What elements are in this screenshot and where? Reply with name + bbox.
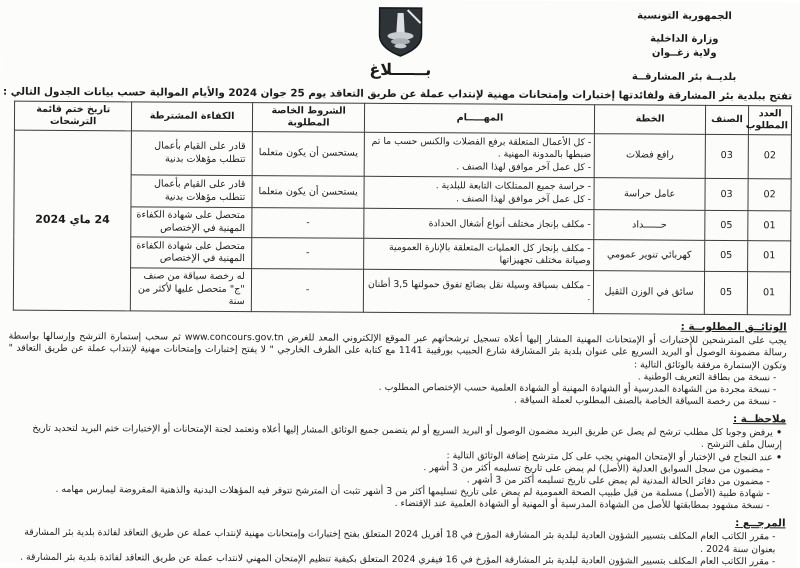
cell-grade: 03 xyxy=(706,179,750,211)
cell-position: سائق في الوزن الثقيل xyxy=(595,271,706,314)
announcement-title: بــــــلاغ xyxy=(370,59,433,80)
cell-competence: متحصل على شهادة الكفاءة المهنية في الإختصاص xyxy=(132,207,253,238)
note-bullet: • عند النجاح في الإختبار أو الإمتحان المهني يجب على كل مترشح إضافة الوثائق التالية : xyxy=(9,447,783,464)
cell-count: 01 xyxy=(749,211,792,241)
list-item: - شهادة طبية (الأصل) مسلمة من قبل طبيب الصحة العمومية لم يمض على تاريخ تسليمها أكثر من 3 أشهر تثبت أن المترشح تتوفر فيه المؤهلات البدنية والذهنية المفروضة ليمارس مهامه . xyxy=(56,483,771,500)
col-header-position: الخطة xyxy=(596,105,707,135)
list-item: - نسخة من رخصة السياقة الخاصة بالصنف المطلوب لعملة السياقة . xyxy=(514,394,778,408)
table-row xyxy=(14,268,791,315)
required-documents-section xyxy=(9,316,788,408)
cell-count: 01 xyxy=(749,272,792,315)
cell-conditions: - xyxy=(252,238,365,270)
table-row xyxy=(15,174,792,211)
gov-line-republic: الجمهورية التونسية xyxy=(638,10,733,23)
col-header-competence: الكفاءة المشترطة xyxy=(133,102,254,132)
section-heading-reference: المرجــع : xyxy=(736,516,787,530)
reference-section xyxy=(8,513,786,568)
cell-conditions: - xyxy=(252,269,365,312)
gov-line-ministry: وزارة الداخلية xyxy=(651,33,720,45)
cell-grade: 05 xyxy=(705,272,749,315)
cell-grade: 05 xyxy=(706,211,750,241)
cell-count: 01 xyxy=(749,241,792,272)
list-item: - مضمون من سجل السوابق العدلية (الأصل) لم يمض على تاريخ تسليمه أكثر من 3 أشهر . xyxy=(424,461,771,475)
cell-count: 02 xyxy=(749,135,792,179)
task-line: - مكلف بسياقة وسيلة نقل بضائع تفوق حمولتها 3,5 أطنان . xyxy=(368,278,592,304)
task-line: - مكلف بإنجاز مختلف أنواع أشغال الحدادة xyxy=(429,217,592,230)
cell-tasks xyxy=(366,132,596,178)
cell-tasks xyxy=(365,209,595,240)
table-header-row xyxy=(15,101,792,135)
cell-conditions: يستحسن أن يكون متعلما xyxy=(253,132,366,177)
document-body-text xyxy=(8,316,787,568)
table-row xyxy=(15,130,792,179)
list-item: - نسخة مشهود بمطابقتها للأصل من الشهادة المدرسية أو المهنية أو الشهادة العلمية عند الإقتضاء . xyxy=(395,497,771,512)
gov-line-governorate: ولاية زغــوان xyxy=(652,47,718,59)
cell-competence: متحصل على شهادة الكفاءة المهنية في الإختصاص xyxy=(132,237,253,269)
list-item: - مقرر الكاتب العام المكلف بتسيير الشؤون العادية لبلدية بئر المشارقة المؤرخ في 18 أفريل 2024 المتعلق بفتح إختبارات وإمتحانات مهنية لإنتداب عملة عن طريق التعاقد لفائدة بلدية بئر المشارقة بعنوان سنة 2024 . xyxy=(25,527,777,555)
note-section xyxy=(9,408,788,512)
col-header-grade: الصنف xyxy=(706,105,750,134)
section-heading-documents: الوثائــق المطلوبــة : xyxy=(681,320,788,334)
col-header-tasks: المهـــــام xyxy=(366,103,596,133)
cell-grade: 03 xyxy=(706,134,750,178)
gov-line-municipality: بلديــة بئر المشارقــة xyxy=(632,70,738,83)
list-item: - نسخة من بطاقة التعريف الوطنية . xyxy=(638,371,778,383)
list-item: - مقرر الكاتب العام المكلف بتسيير الشؤون العادية لبلدية بئر المشارقة المؤرخ في 16 فيفري 2024 المتعلق بكيفية تنظيم الإمتحان المهني لانتداب عملة عن طريق التعاقد لفائدة بلدية بئر المشارقة . xyxy=(21,551,777,567)
document-header xyxy=(1,0,800,88)
task-line: - كل عمل آخر موافق لهذا الصنف . xyxy=(457,161,593,174)
cell-tasks xyxy=(365,176,595,210)
note-bullet: • يرفض وجوبا كل مطلب ترشح لم يصل عن طريق البريد مضمون الوصول أو البريد السريع أو لم يتضمن جميع الوثائق المشار إليها أعلاه وتعتمد لجنة الإمتحانات أو الإختبارات ختم البريد لتحديد تاريخ إرسال ملف الترشح . xyxy=(9,423,783,452)
col-header-deadline: تاريخ ختم قائمة الترشحات xyxy=(15,101,133,131)
deadline-value: 24 ماي 2024 xyxy=(14,130,132,311)
cell-tasks xyxy=(365,239,595,272)
table-row xyxy=(15,207,792,242)
cell-conditions: يستحسن أن يكون متعلما xyxy=(253,176,366,209)
documents-paragraph: يجب على المترشحين للإختبارات أو الإمتحانات المهنية المشار إليها أعلاه تسجيل ترشحاتهم عبر الموقع الإلكتروني المعد للغرض www.concours.gov.tn ثم سحب إستمارة الترشح وإرسالها بواسطة رسالة مضمونة الوصول أو البريد السريع على عنوان بلدية بئر المشارقة شارع الحبيب بورقيبة 1141 مع كتابة على الظرف الخارجي " لا يفتح إختبارات وإمتحانات مهنية لإنتداب عملة عن طريق التعاقد " وتكون الإستمارة مرفقة بالوثائق التالية : xyxy=(9,330,788,371)
cell-position: كهربائي تنوير عمومي xyxy=(595,240,706,272)
cell-count: 02 xyxy=(749,179,792,211)
cell-position: عامل حراسة xyxy=(595,178,706,211)
task-line: - حراسة جميع الممتلكات التابعة للبلدية . xyxy=(436,180,593,193)
list-item: - نسخة مجردة من الشهادة المدرسية أو الشهادة المهنية أو الشهادة العلمية حسب الإختصاص المطلوب . xyxy=(379,381,778,395)
task-line: - كل عمل آخر موافق لهذا الصنف . xyxy=(456,193,592,206)
positions-table xyxy=(14,101,793,316)
col-header-conditions: الشروط الخاصة المطلوبة xyxy=(253,103,366,133)
municipality-emblem-icon xyxy=(377,6,425,58)
cell-competence: له رخصة سياقة من صنف "ج" متحصل عليها لأكثر من سنة xyxy=(132,268,253,311)
table-row xyxy=(15,236,792,272)
cell-competence: قادر على القيام بأعمال تتطلب مؤهلات بدنية xyxy=(133,131,254,176)
cell-position: حــــــداد xyxy=(595,210,706,241)
col-header-count: العدد المطلوب xyxy=(750,106,793,135)
section-heading-note: ملاحظــة : xyxy=(734,412,788,426)
cell-conditions: - xyxy=(253,208,366,239)
list-item: - مضمون من دفاتر الحالة المدنية لم يمض على تاريخ تسليمه أكثر من 3 أشهر . xyxy=(467,474,771,487)
cell-position: رافع فضلات xyxy=(596,134,707,179)
cell-grade: 05 xyxy=(705,241,749,272)
cell-competence: قادر على القيام بأعمال تتطلب مؤهلات بدنية xyxy=(132,175,253,208)
task-line: - مكلف بإنجاز كل العمليات المتعلقة بالإنارة العمومية وصيانة مختلف تجهيزاتها xyxy=(390,242,592,267)
cell-tasks xyxy=(365,270,595,314)
intro-line: تفتح ببلدية بئر المشارقة ولفائدتها إختبارات وإمتحانات مهنية لإنتداب عملة عن طريق التعاقد يوم 25 جوان 2024 والأيام الموالية حسب بيانات الجدول التالي : xyxy=(3,85,794,103)
task-line: - كل الأعمال المتعلقة برفع الفضلات والكنس حسب ما تم ضبطها بالمدونة المهنية . xyxy=(372,135,593,161)
